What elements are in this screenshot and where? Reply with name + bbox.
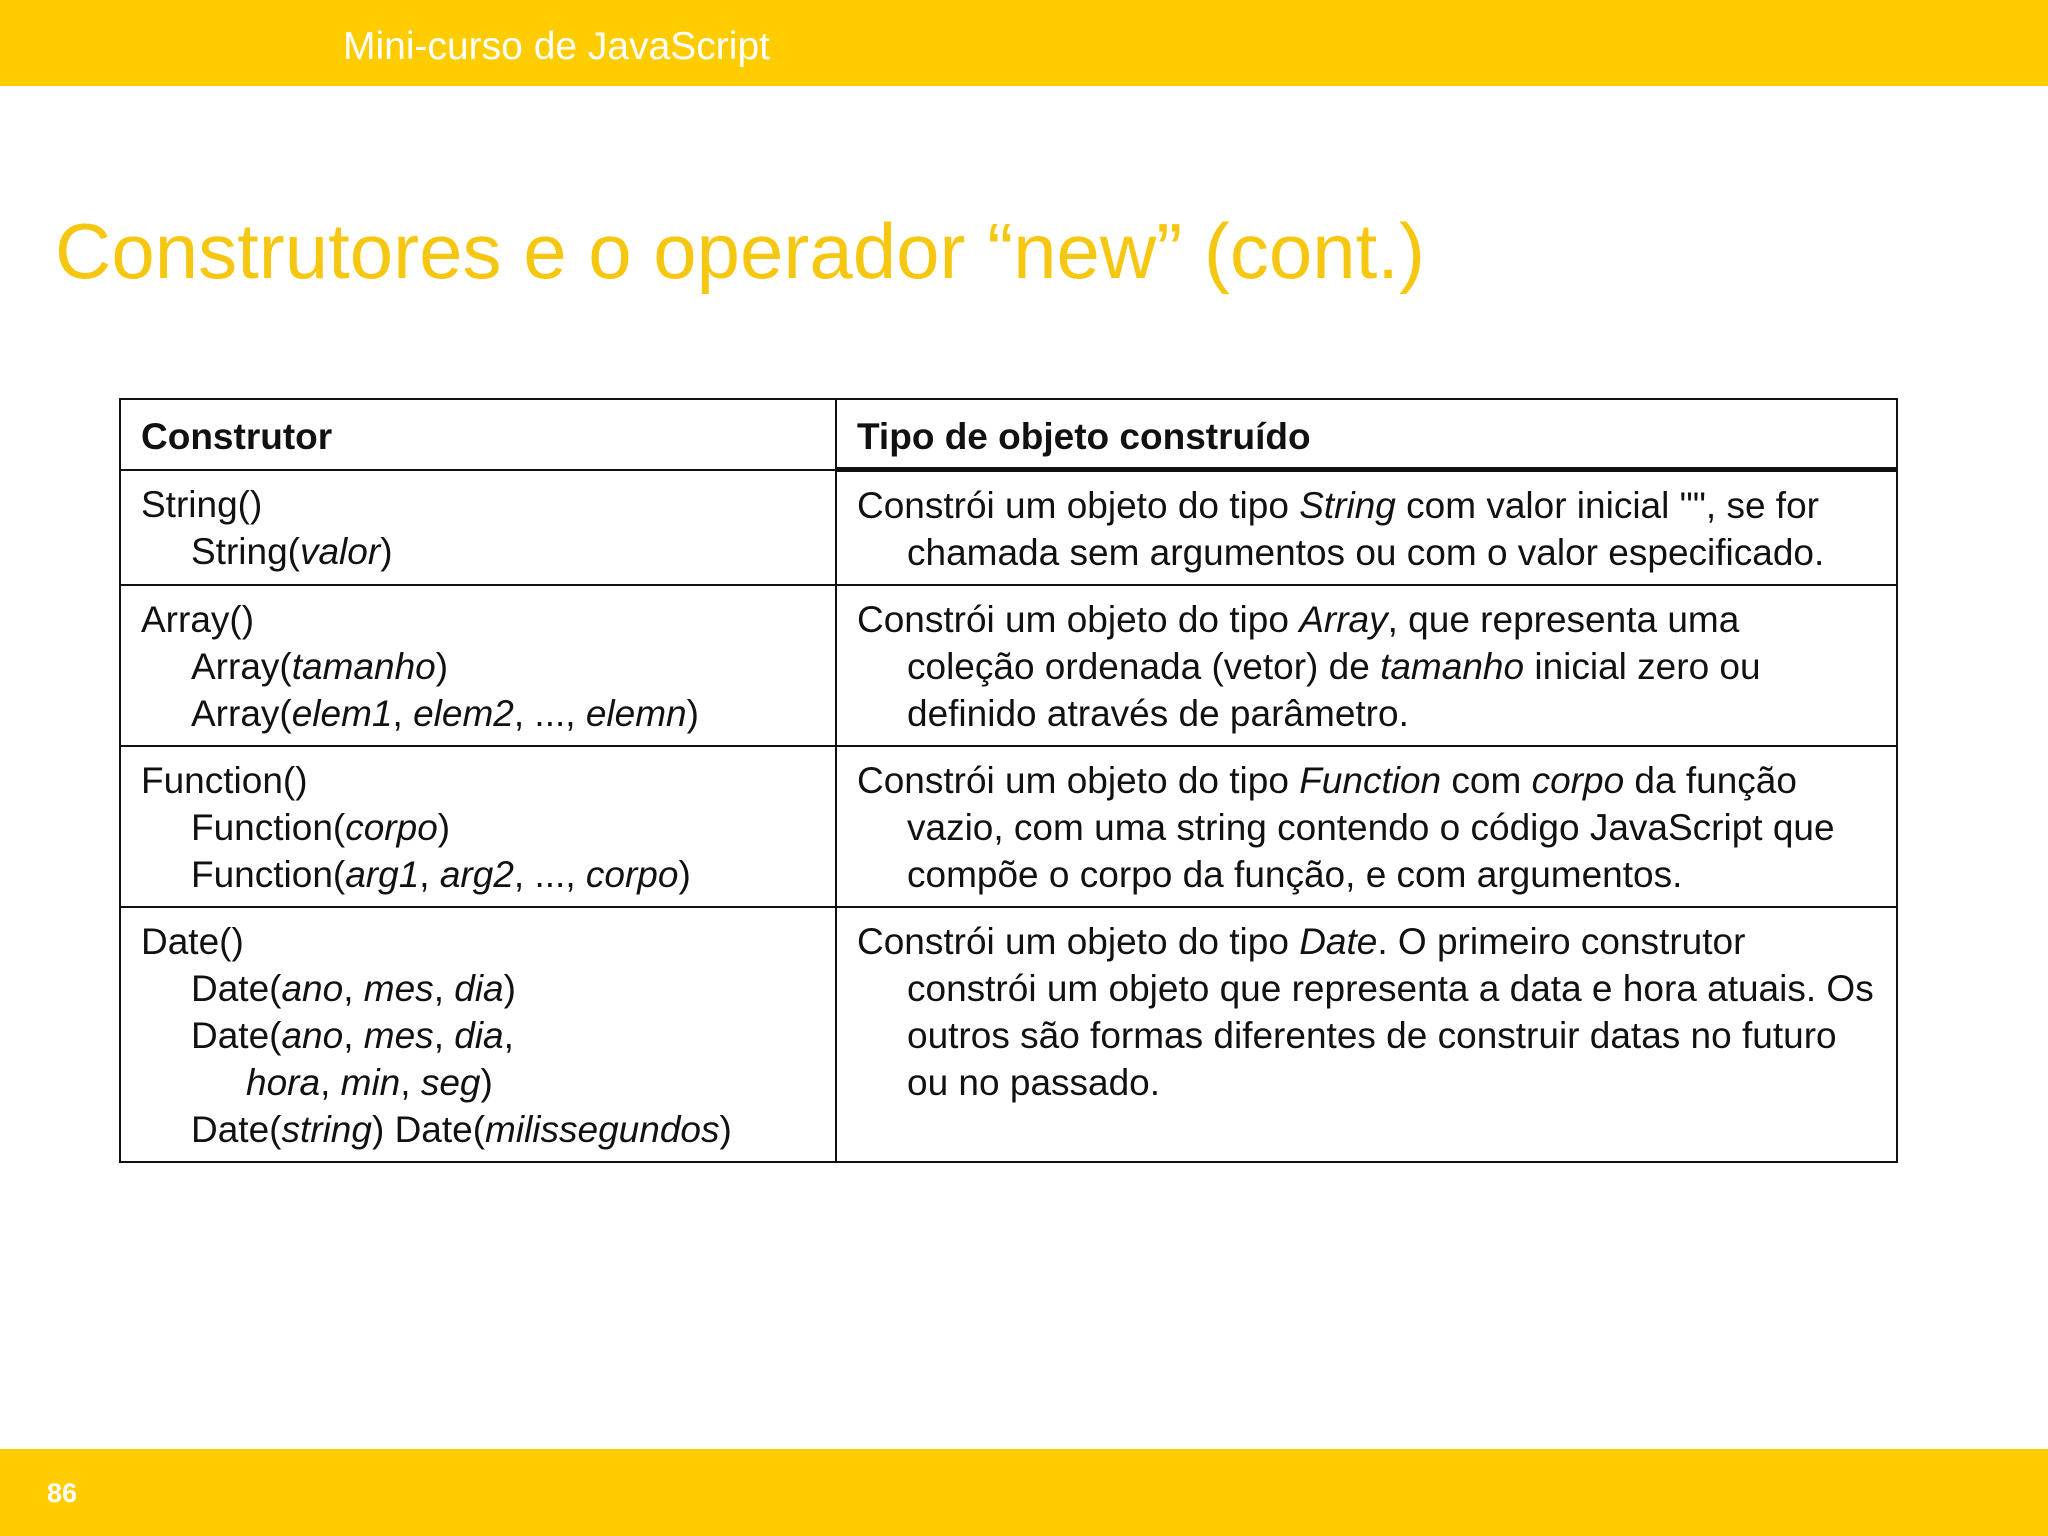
italic-term: valor <box>299 530 381 572</box>
course-title: Mini-curso de JavaScript <box>343 25 770 68</box>
text-segment: , <box>503 1015 514 1056</box>
text-segment: ) <box>435 646 449 687</box>
italic-term: min <box>340 1062 401 1103</box>
text-segment: ) <box>686 693 699 734</box>
constructor-cell <box>120 470 836 586</box>
text-segment: Array( <box>191 646 292 687</box>
object-type-description <box>857 757 1876 898</box>
text-segment: , <box>400 1062 421 1103</box>
text-segment: ) <box>678 854 691 895</box>
table-row <box>120 470 1897 586</box>
constructor-signature <box>141 804 815 851</box>
text-segment: , <box>320 1062 341 1103</box>
constructor-cell <box>120 585 836 746</box>
text-segment: ) Date( <box>371 1109 486 1150</box>
slide-title: Construtores e o operador “new” (cont.) <box>55 207 1425 295</box>
text-segment: , <box>343 1015 364 1056</box>
italic-term: ano <box>281 968 344 1009</box>
text-segment: , <box>343 968 364 1009</box>
text-segment: , ..., <box>513 854 586 895</box>
italic-term: dia <box>454 1015 504 1056</box>
description-cell <box>836 470 1897 586</box>
constructor-cell <box>120 907 836 1162</box>
text-segment: Function( <box>191 807 346 848</box>
text-segment: Date( <box>191 1109 282 1150</box>
italic-term: elemn <box>585 693 687 734</box>
text-segment: com valor inicial "", se for chamada sem argumentos ou com o valor especificado. <box>907 485 1825 573</box>
text-segment: ) <box>480 1062 493 1103</box>
constructors-table <box>119 398 1898 1163</box>
text-segment: Array() <box>141 599 255 640</box>
description-cell <box>836 585 1897 746</box>
text-segment: ) <box>719 1109 732 1150</box>
italic-term: corpo <box>1531 760 1625 801</box>
italic-term: ano <box>281 1015 344 1056</box>
text-segment: inicial zero ou definido através de parâmetro. <box>907 646 1761 734</box>
constructor-signature <box>141 965 815 1012</box>
constructor-signature <box>141 1106 815 1153</box>
text-segment: , <box>419 854 440 895</box>
constructor-signature <box>141 690 815 737</box>
table-body <box>120 470 1897 1163</box>
italic-term: dia <box>454 968 504 1009</box>
italic-term: milissegundos <box>485 1109 720 1150</box>
footer-bar <box>0 1449 2048 1536</box>
constructor-signature <box>141 851 815 898</box>
text-segment: ) <box>503 968 516 1009</box>
text-segment: , ..., <box>513 693 586 734</box>
italic-term: Function <box>1299 760 1442 801</box>
constructor-signature <box>141 1059 815 1106</box>
italic-term: hora <box>246 1062 321 1103</box>
text-segment: ) <box>380 530 393 572</box>
text-segment: . O primeiro construtor constrói um objeto que representa a data e hora atuais. Os outros são formas diferentes de construir datas no futuro ou no passado. <box>907 921 1874 1103</box>
constructor-cell <box>120 746 836 907</box>
constructor-signature <box>141 757 815 804</box>
text-segment: com <box>1441 760 1532 801</box>
italic-term: tamanho <box>291 646 436 687</box>
text-segment: Constrói um objeto do tipo <box>857 921 1300 962</box>
constructor-signature <box>141 481 815 528</box>
column-header-object-type: Tipo de objeto construído <box>836 399 1897 470</box>
table-row <box>120 585 1897 746</box>
text-segment: , <box>433 1015 455 1056</box>
column-header-constructor: Construtor <box>120 399 836 470</box>
text-segment: Constrói um objeto do tipo <box>857 485 1300 526</box>
italic-term: Date <box>1299 921 1378 962</box>
constructor-signature <box>141 643 815 690</box>
italic-term: arg1 <box>345 854 420 895</box>
italic-term: mes <box>363 1015 434 1056</box>
text-segment: , <box>433 968 455 1009</box>
italic-term: Array <box>1299 599 1388 640</box>
object-type-description <box>857 918 1876 1106</box>
text-segment: Function( <box>191 854 346 895</box>
text-segment: Date( <box>191 968 282 1009</box>
text-segment: ) <box>437 807 451 848</box>
text-segment: String( <box>191 530 300 572</box>
object-type-description <box>857 482 1876 576</box>
table-header-row <box>120 399 1897 470</box>
italic-term: String <box>1299 485 1396 526</box>
constructor-signature <box>141 1012 815 1059</box>
text-segment: Date( <box>191 1015 282 1056</box>
constructor-signature <box>141 596 815 643</box>
text-segment: da função vazio, com uma string contendo o código JavaScript que compõe o corpo da função, e com argumentos. <box>907 760 1835 895</box>
description-cell <box>836 907 1897 1162</box>
italic-term: elem1 <box>291 693 393 734</box>
text-segment: Constrói um objeto do tipo <box>857 760 1300 801</box>
italic-term: seg <box>420 1062 481 1103</box>
object-type-description <box>857 596 1876 737</box>
page-number: 86 <box>47 1478 78 1508</box>
italic-term: mes <box>363 968 434 1009</box>
italic-term: corpo <box>585 854 679 895</box>
italic-term: corpo <box>345 807 438 848</box>
italic-term: arg2 <box>439 854 514 895</box>
header-bar <box>0 0 2048 86</box>
text-segment: Date() <box>141 921 244 962</box>
italic-term: tamanho <box>1380 646 1525 687</box>
description-cell <box>836 746 1897 907</box>
table-row <box>120 907 1897 1162</box>
text-segment: , que representa uma coleção ordenada (vetor) de <box>907 599 1740 687</box>
italic-term: string <box>281 1109 372 1150</box>
table-row <box>120 746 1897 907</box>
text-segment: Array( <box>191 693 292 734</box>
text-segment: Constrói um objeto do tipo <box>857 599 1300 640</box>
italic-term: elem2 <box>413 693 514 734</box>
constructor-signature <box>141 528 815 575</box>
text-segment: , <box>392 693 414 734</box>
text-segment: Function() <box>141 760 308 801</box>
text-segment: String() <box>141 483 263 525</box>
constructor-signature <box>141 918 815 965</box>
